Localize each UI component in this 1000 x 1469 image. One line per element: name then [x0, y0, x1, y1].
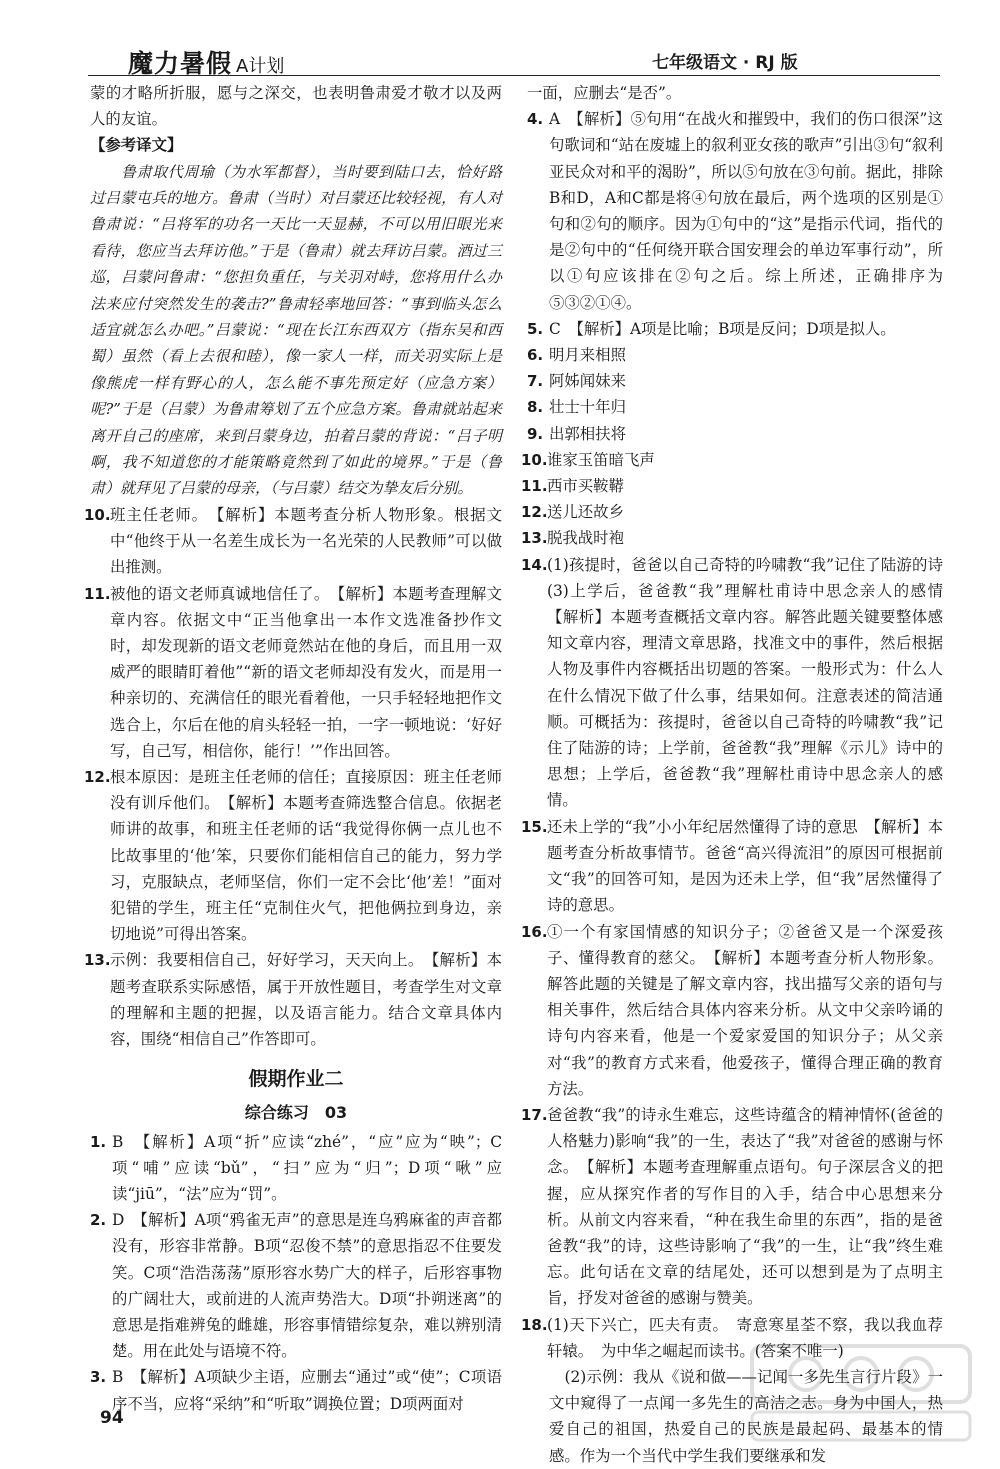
brand-title: 魔力暑假 [128, 49, 233, 78]
answer-text: B 【解析】A项“折”应读“zhé”，“应”应为“映”；C项“哺”应读“bǔ”，“扫”应为“归”；D项“啾”应读“jiū”，“法”应为“罚”。 [112, 1132, 502, 1203]
answer-number: 6. [527, 346, 544, 365]
answer-text: 出郭相扶将 [549, 424, 626, 443]
answer-item [521, 525, 943, 551]
answer-item [84, 764, 502, 947]
answer-number: 16. [521, 922, 548, 941]
answer-number: 3. [90, 1368, 107, 1387]
reference-translation-heading: 【参考译文】 [90, 136, 183, 155]
answer-number: 5. [527, 319, 544, 338]
answer-text: 谁家玉笛暗飞声 [547, 450, 655, 469]
answer-item [527, 421, 943, 447]
answer-number: 13. [521, 529, 548, 548]
answer-item [521, 1102, 943, 1312]
answer-text: 壮士十年归 [549, 398, 626, 417]
answer-text: C 【解析】A项是比喻；B项是反问；D项是拟人。 [549, 319, 896, 338]
answer-item [521, 552, 959, 814]
answer-continuation: (2)示例：我从《说和做——记闻一多先生言行片段》一文中窥得了一点闻一多先生的高洁之志。身为中国人，热爱自己的祖国，热爱自己的民族是最起码、最基本的情感。作为一个当代中学生我们要继承和发 [549, 1367, 943, 1465]
answer-text: (1)天下兴亡，匹夫有责。 寄意寒星荃不察，我以我血荐轩辕。 为中华之崛起而读书。(答案不唯一) [547, 1315, 943, 1360]
watermark-logo-icon [746, 1338, 976, 1448]
answer-text: 西市买鞍鞯 [547, 477, 624, 496]
answer-number: 2. [90, 1211, 107, 1230]
answer-item [521, 919, 943, 1102]
subject-label: 七年级语文 · RJ 版 [652, 53, 798, 73]
answer-text: 根本原因：是班主任老师的信任；直接原因：班主任老师没有训斥他们。 【解析】本题考查筛选整合信息。依据老师讲的故事，和班主任老师的话“我觉得你俩一点儿也不比故事里的‘他’笨，只要你们能相信自己的能力，努力学习，克服缺点，老师坚信，你们一定不会比‘他’差！”面对犯错的学生，班主任“克制住火气，把他俩拉到身边，亲切地说”可得出答案。 [110, 767, 502, 944]
answer-text: 明月来相照 [549, 346, 626, 365]
answer-item [84, 502, 502, 581]
answer-number: 8. [527, 398, 544, 417]
answer-text: 被他的语文老师真诚地信任了。 【解析】本题考查理解文章内容。依据文中“正当他拿出一本作文选准备抄作文时，却发现新的语文老师竟然站在他的身后，而且用一双威严的眼睛盯着他”“新的语文老师却没有发火，而是用一种亲切的、充满信任的眼光看着他，一只手轻轻地把作文选合上，尔后在他的肩头轻轻一拍，一字一顿地说：‘好好写，自己写，相信你，能行！’”作出回答。 [110, 584, 502, 760]
header-rule [88, 75, 940, 76]
answer-item [84, 581, 502, 764]
answer-text: 阿姊闻妹来 [549, 372, 626, 391]
answer-item [527, 106, 943, 316]
answer-number: 14. [521, 555, 548, 574]
answer-text: 还未上学的“我”小小年纪居然懂得了诗的意思 【解析】本题考查分析故事情节。爸爸“高兴得流泪”的原因可根据前文“我”的回答可知，是因为还未上学，但“我”居然懂得了诗的意思。 [547, 817, 943, 915]
left-column [84, 80, 502, 1417]
answer-number: 4. [527, 110, 544, 129]
answer-number: 13. [84, 951, 111, 970]
answer-item [527, 342, 943, 368]
answer-text: 爸爸教“我”的诗永生难忘，这些诗蕴含的精神情怀(爸爸的人格魅力)影响“我”的一生，表达了“我”对爸爸的感谢与怀念。 【解析】本题考查理解重点语句。句子深层含义的把握，应从探究作者的写作目的入手，结合中心思想来分析。从前文内容来看，“种在我生命里的东西”，指的是爸爸教“我”的诗，这些诗影响了“我”的一生，让“我”终生难忘。此句话在文章的结尾处，还可以想到是为了点明主旨，抒发对爸爸的感谢与赞美。 [547, 1105, 943, 1308]
answer-item [521, 814, 943, 919]
section-title: 假期作业二 [248, 1068, 344, 1091]
answer-text: 送儿还故乡 [547, 503, 624, 522]
answer-item [521, 499, 943, 525]
right-column [521, 80, 959, 1469]
right-intro: 一面，应删去“是否”。 [527, 84, 682, 102]
answer-number: 9. [527, 424, 544, 443]
answer-number: 15. [521, 817, 548, 836]
answer-item [90, 1129, 502, 1208]
answer-text: 班主任老师。 【解析】本题考查分析人物形象。根据文中“他终于从一名差生成长为一名光荣的人民教师”可以做出推测。 [110, 505, 502, 577]
answer-number: 18. [521, 1315, 548, 1334]
answer-number: 10. [84, 505, 111, 524]
answer-number: 7. [527, 372, 544, 391]
answer-number: 12. [84, 767, 111, 786]
answer-item [90, 1207, 502, 1364]
exercise-subtitle: 综合练习 03 [244, 1103, 348, 1123]
answer-text: 脱我战时袍 [547, 529, 624, 548]
answer-item [527, 316, 943, 342]
brand-subtitle: A计划 [236, 56, 285, 77]
answer-item [527, 368, 943, 394]
answer-number: 12. [521, 503, 548, 522]
answer-text: B 【解析】A项缺少主语，应删去“通过”或“使”；C项语序不当，应将“采纳”和“听取”调换位置；D项两面对 [112, 1368, 502, 1413]
page-number: 94 [100, 1408, 124, 1428]
left-intro: 蒙的才略所折服，愿与之深交，也表明鲁肃爱才敬才以及两人的友谊。 [90, 84, 502, 129]
answer-number: 10. [521, 450, 548, 469]
answer-number: 1. [90, 1132, 107, 1151]
answer-number: 11. [521, 477, 548, 496]
answer-text: A 【解析】⑤句用“在战火和摧毁中，我们的伤口很深”这句歌词和“站在废墟上的叙利亚女孩的歌声”引出③句“叙利亚民众对和平的渴盼”，所以⑤句放在③句前。据此，排除B和D，A和C都是将④句放在最后，两个选项的区别是①句和②句的顺序。因为①句中的“这”是指示代词，指代的是②句中的“任何绕开联合国安理会的单边军事行动”，所以①句应该排在②句之后。综上所述，正确排序为⑤③②①④。 [549, 110, 943, 312]
answer-item [521, 447, 943, 473]
answer-item [84, 947, 502, 1052]
answer-text: ①一个有家国情感的知识分子；②爸爸又是一个深爱孩子、懂得教育的慈父。 【解析】本题考查分析人物形象。解答此题的关键是了解文章内容，找出描写父亲的语句与相关事件，然后结合具体内容来分析。从文中父亲吟诵的诗句内容来看，他是一个爱家爱国的知识分子；从父亲对“我”的教育方式来看，他爱孩子，懂得合理正确的教育方法。 [547, 922, 943, 1098]
answer-item [521, 473, 943, 499]
reference-translation: 鲁肃取代周瑜（为水军都督），当时要到陆口去，恰好路过吕蒙屯兵的地方。鲁肃（当时）对吕蒙还比较轻视，有人对鲁肃说：“吕将军的功名一天比一天显赫，不可以用旧眼光来看待，您应当去拜访他。”于是（鲁肃）就去拜访吕蒙。酒过三巡，吕蒙问鲁肃：“您担负重任，与关羽对峙，您将用什么办法来应付突然发生的袭击?”鲁肃轻率地回答：“事到临头怎么适宜就怎么办吧。”吕蒙说：“现在长江东西双方（指东吴和西蜀）虽然（看上去很和睦），像一家人一样，而关羽实际上是像熊虎一样有野心的人，怎么能不事先预定好（应急方案）呢?”于是（吕蒙）为鲁肃筹划了五个应急方案。鲁肃就站起来离开自己的座席，来到吕蒙身边，拍着吕蒙的背说：“吕子明啊，我不知道您的才能策略竟然到了如此的境界。”于是（鲁肃）就拜见了吕蒙的母亲，（与吕蒙）结交为挚友后分别。 [90, 162, 502, 498]
answer-text: (1)孩提时，爸爸以自己奇特的吟啸教“我”记住了陆游的诗 (3)上学后，爸爸教“我”理解杜甫诗中思念亲人的感情 【解析】本题考查概括文章内容。解答此题关键要整体感知文章内容，理清文章思路，找准文中的事件，然后根据人物及事件内容概括出切题的答案。一般形式为：什么人在什么情况下做了什么事，结果如何。注意表述的简洁通顺。可概括为：孩提时，爸爸以自己奇特的吟啸教“我”记住了陆游的诗；上学前，爸爸教“我”理解《示儿》诗中的思想；上学后，爸爸教“我”理解杜甫诗中思念亲人的感情。 [547, 555, 959, 810]
answer-item [90, 1364, 502, 1416]
answer-number: 17. [521, 1105, 548, 1124]
answer-number: 11. [84, 584, 111, 603]
answer-text: 示例：我要相信自己，好好学习，天天向上。 【解析】本题考查联系实际感悟，属于开放性题目，考查学生对文章的理解和主题的把握，以及语言能力。结合文章具体内容，围绕“相信自己”作答即可。 [110, 951, 502, 1048]
answer-text: D 【解析】A项“鸦雀无声”的意思是连乌鸦麻雀的声音都没有，形容非常静。B项“忍俊不禁”的意思指忍不住要发笑。C项“浩浩荡荡”原形容水势广大的样子，后形容事物的广阔壮大，或前进的人流声势浩大。D项“扑朔迷离”的意思是指难辨兔的雌雄，形容事情错综复杂，难以辨别清楚。用在此处与语境不符。 [112, 1211, 502, 1361]
answer-item [527, 394, 943, 420]
